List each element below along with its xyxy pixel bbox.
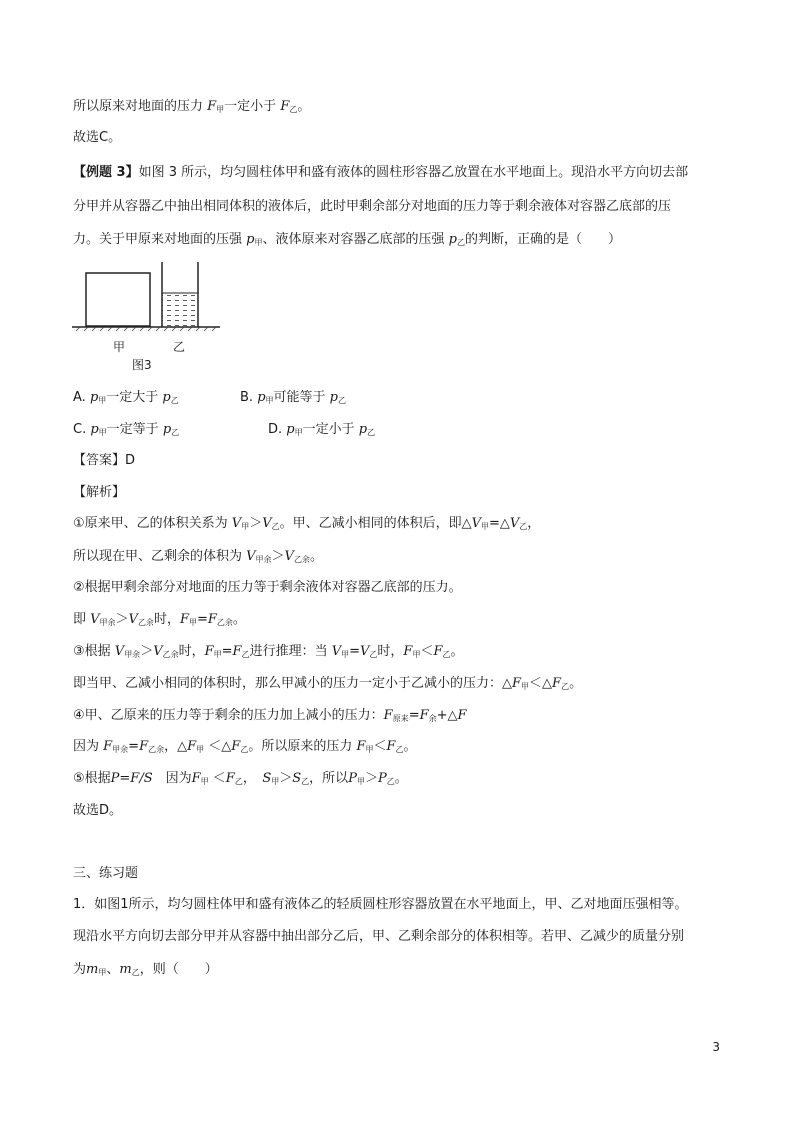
text-line: 现沿水平方向切去部分甲并从容器中抽出部分乙后，甲、乙剩余部分的体积相等。若甲、乙减少的质量分别: [73, 929, 685, 944]
analysis-line: ③根据 $V_{甲余}>V_{乙余}$时，$F_甲=F_乙$进行推理：当 $V_甲=V_乙$时，$F_甲<F_乙$。: [73, 644, 464, 659]
text-line: 力。关于甲原来对地面的压强 $p_甲$、液体原来对容器乙底部的压强 $p_乙$的判断，正确的是（ ）: [73, 232, 621, 247]
text-line: 故选C。: [73, 130, 122, 145]
page-number: 3: [712, 1040, 720, 1054]
analysis-line: 即 $V_{甲余}>V_{乙余}$时，$F_甲=F_{乙余}$。: [73, 612, 246, 627]
option-a: A. $p_甲$一定大于 $p_乙$: [73, 390, 179, 405]
option-c: C. $p_甲$一定等于 $p_乙$: [73, 422, 180, 437]
example-question: 【例题 3】如图 3 所示，均匀圆柱体甲和盛有液体的圆柱形容器乙放置在水平地面上。现沿水平方向切去部: [73, 165, 689, 180]
analysis-heading: 【解析】: [73, 485, 126, 500]
liquid-yi: [162, 293, 198, 326]
label-jia: 甲: [113, 340, 126, 354]
analysis-line: 即当甲、乙减小相同的体积时，那么甲减小的压力一定小于乙减小的压力：$\triangle F_甲<\triangle F_乙$。: [73, 676, 583, 691]
option-row: [73, 420, 734, 443]
analysis-line: ②根据甲剩余部分对地面的压力等于剩余液体对容器乙底部的压力。: [73, 580, 462, 595]
figure-3: [70, 258, 230, 377]
analysis-line: ⑤根据P=F/S 因为$F_甲 <F_乙$， $S_甲>S_乙$，所以$P_甲>P_乙$。: [73, 771, 408, 786]
answer: 【答案】D: [73, 453, 136, 468]
text-line: 分甲并从容器乙中抽出相同体积的液体后，此时甲剩余部分对地面的压力等于剩余液体对容器乙底部的压: [73, 199, 672, 214]
option-d: D. $p_甲$一定小于 $p_乙$: [268, 422, 376, 437]
cylinder-jia: [86, 273, 150, 326]
practice-question-1: 1．如图1所示，均匀圆柱体甲和盛有液体乙的轻质圆柱形容器放置在水平地面上，甲、乙对地面压强相等。: [73, 897, 688, 912]
analysis-line: ①原来甲、乙的体积关系为 $V_甲>V_乙$。甲、乙减小相同的体积后，即$\triangle V_甲=\triangle V_乙$，: [73, 516, 541, 531]
section-heading: 三、练习题: [73, 866, 139, 881]
label-yi: 乙: [173, 340, 186, 354]
analysis-line: 所以现在甲、乙剩余的体积为 $V_{甲余}>V_{乙余}$。: [73, 549, 323, 564]
option-b: B. $p_甲$可能等于 $p_乙$: [240, 390, 346, 405]
option-row: [73, 388, 734, 411]
text-line: 为$m_甲$、$m_乙$，则（ ）: [73, 962, 218, 977]
analysis-line: 因为 $F_{甲余}=F_{乙余}$，$\triangle F_甲$ $<\triangle F_乙$。所以原来的压力 $F_甲<F_乙$。: [73, 739, 417, 754]
text-line: 所以原来对地面的压力 $F_甲$一定小于 $F_乙$。: [73, 99, 311, 114]
analysis-line: ④甲、乙原来的压力等于剩余的压力加上减小的压力：$F_{原来}=F_余+\triangle F$: [73, 708, 467, 723]
figure-caption: 图3: [132, 358, 152, 372]
analysis-line: 故选D。: [73, 803, 123, 818]
